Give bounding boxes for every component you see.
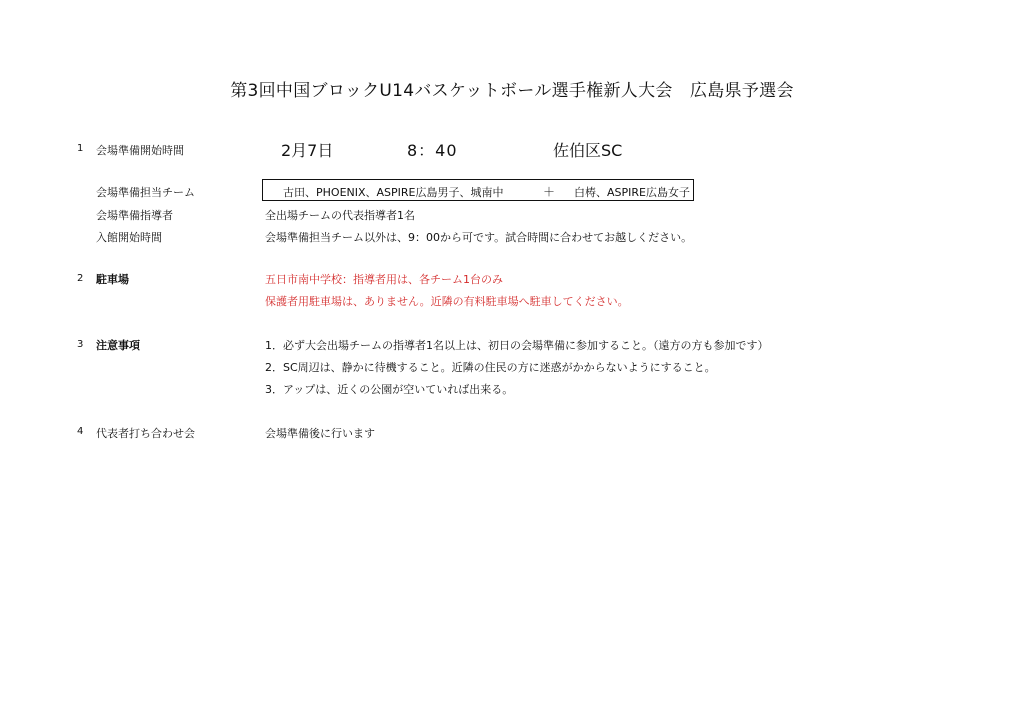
meeting-label: 代表者打ち合わせ会 xyxy=(96,427,195,440)
document-title: 第3回中国ブロックU14バスケットボール選手権新人大会 広島県予選会 xyxy=(230,81,794,101)
setup-teams-plus: ＋ xyxy=(543,185,556,199)
section-number-2: 2 xyxy=(77,273,84,284)
setup-teams-right: 白梼、ASPIRE広島女子 xyxy=(574,186,690,199)
parking-line-2: 保護者用駐車場は、ありません。近隣の有料駐車場へ駐車してください。 xyxy=(265,295,629,308)
parking-label: 駐車場 xyxy=(96,273,129,286)
section-number-4: 4 xyxy=(77,426,84,437)
setup-start-label: 会場準備開始時間 xyxy=(96,144,184,157)
setup-date: 2月7日 xyxy=(281,141,334,160)
notes-item-1: 1．必ず大会出場チームの指導者1名以上は、初日の会場準備に参加すること。（遠方の方も参加です） xyxy=(265,339,769,352)
meeting-value: 会場準備後に行います xyxy=(265,427,375,440)
setup-instructor-label: 会場準備指導者 xyxy=(96,209,173,222)
notes-label: 注意事項 xyxy=(96,339,140,352)
setup-time: 8：40 xyxy=(407,141,458,160)
parking-line-1: 五日市南中学校：指導者用は、各チーム1台のみ xyxy=(265,273,503,286)
section-number-1: 1 xyxy=(77,143,84,154)
setup-teams-label: 会場準備担当チーム xyxy=(96,186,195,199)
notes-item-3: 3．アップは、近くの公園が空いていれば出来る。 xyxy=(265,383,514,396)
setup-venue: 佐伯区SC xyxy=(553,141,623,160)
setup-instructor-value: 全出場チームの代表指導者1名 xyxy=(265,209,415,222)
notes-item-2: 2．SC周辺は、静かに待機すること。近隣の住民の方に迷惑がかからないようにすること。 xyxy=(265,361,716,374)
entry-time-label: 入館開始時間 xyxy=(96,231,162,244)
section-number-3: 3 xyxy=(77,339,84,350)
entry-time-value: 会場準備担当チーム以外は、9：00から可です。試合時間に合わせてお越しください。 xyxy=(265,231,693,244)
setup-teams-left: 古田、PHOENIX、ASPIRE広島男子、城南中 xyxy=(283,186,504,199)
